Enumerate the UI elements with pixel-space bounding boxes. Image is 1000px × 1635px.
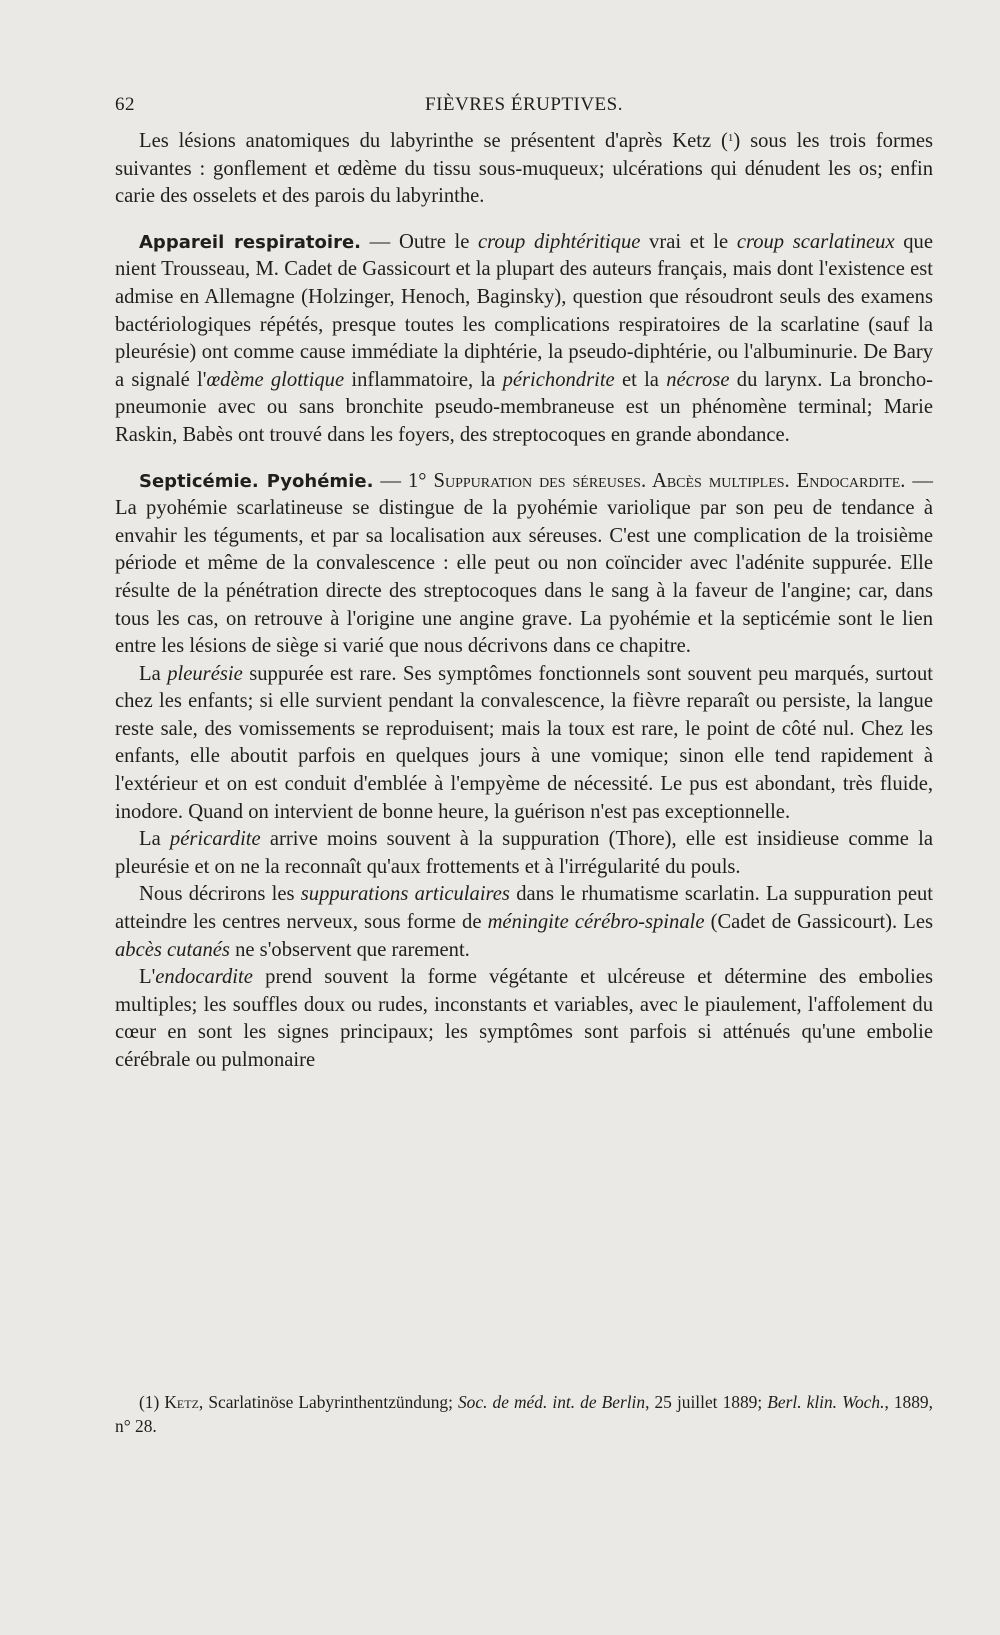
text-run: , 1889, n° 28. [115, 1392, 933, 1436]
text-run: inflammatoire, la [344, 368, 503, 391]
footnote-mark: (1) [139, 1392, 165, 1412]
paragraph-labyrinth [115, 128, 933, 211]
paragraph-pleurisy [115, 661, 933, 827]
italic-term: œdème glottique [206, 368, 345, 391]
paragraph-respiratory [115, 229, 933, 450]
text-run: du larynx. La broncho-pneumonie avec ou sans bronchite pseudo-membraneuse est un phénomène terminal; Marie Raskin, Babès ont trouvé dans les foyers, des streptocoques en grande abondance. [115, 368, 933, 446]
text-run: , 25 juillet 1889; [645, 1392, 768, 1412]
text-run: prend souvent la forme végétante et ulcéreuse et détermine des embolies multiples; les souffles doux ou rudes, inconstants et variables, avec le piaulement, l'affolement du cœur en sont les signes principaux; les symptômes sont parfois si atténués qu'une embolie cérébrale ou pulmonaire [115, 966, 933, 1071]
text-run: que nient Trousseau, M. Cadet de Gassicourt et la plupart des auteurs français, mais dont l'existence est admise en Allemagne (Holzinger, Henoch, Baginsky), question que résoudront seuls des examens bactériologiques répétés, presque toutes les complications respiratoires de la scarlatine (sauf la pleurésie) ont comme cause immédiate la diphtérie, la pseudo-diphtérie, ou l'albuminurie. De Bary a signalé l' [115, 230, 933, 391]
section-heading-septicemia: Septicémie. Pyohémie. [139, 470, 374, 492]
text-run: — 1° [373, 469, 434, 492]
italic-term: endocardite [155, 966, 253, 989]
text-run: suppurée est rare. Ses symptômes fonctionnels sont souvent peu marqués, surtout chez les enfants; si elle survient pendant la convalescence, la fièvre reparaît ou persiste, la langue reste sale, des vomissements se reproduisent; mais la toux est rare, le point de côté nul. Chez les enfants, elle aboutit parfois en quelques jours à une vomique; sinon elle tend rapidement à l'extérieur et on est conduit d'emblée à l'empyème de nécessité. Le pus est abondant, très fluide, inodore. Quand on intervient de bonne heure, la guérison n'est pas exceptionnelle. [115, 662, 933, 823]
italic-term: abcès cutanés [115, 938, 230, 961]
paragraph-suppurations [115, 881, 933, 964]
footnotes [115, 1390, 933, 1438]
page-number: 62 [115, 94, 135, 115]
text-run: La [139, 828, 170, 851]
section-heading-respiratory: Appareil respiratoire. [139, 231, 362, 253]
italic-term: croup diphtéritique [478, 230, 641, 253]
text-run: arrive moins souvent à la suppuration (Thore), elle est insidieuse comme la pleurésie et on ne la reconnaît qu'aux frottements et à l'irrégularité du pouls. [115, 828, 933, 878]
text-run: Nous décrirons les [139, 883, 301, 906]
italic-term: méningite cérébro-spinale [487, 911, 705, 934]
subsection-heading: Suppuration des séreuses. Abcès multiples. Endocardite. [433, 469, 906, 492]
italic-term: suppurations articulaires [300, 883, 510, 906]
italic-term: Berl. klin. Woch. [767, 1392, 885, 1412]
text-run: L' [139, 966, 156, 989]
footnote-author: Ketz [164, 1392, 199, 1412]
footnote-ref: 1 [727, 132, 734, 144]
paragraph-pericarditis [115, 826, 933, 881]
italic-term: pleurésie [167, 662, 243, 685]
italic-term: croup scarlatineux [736, 230, 895, 253]
main-text [115, 128, 933, 1075]
text-run: et la [614, 368, 667, 391]
text-run: ne s'observent que rarement. [229, 938, 470, 961]
text-run: — La pyohémie scarlatineuse se distingue de la pyohémie variolique par son peu de tendance à envahir les téguments, et par sa localisation aux séreuses. C'est une complication de la troisième période et même de la convalescence : elle peut ou non coïncider avec l'adénite suppurée. Elle résulte de la pénétration directe des streptocoques dans le sang à la faveur de l'angine; car, dans tous les cas, on retrouve à l'origine une angine grave. La pyohémie et la septicémie sont le lien entre les lésions de siège si varié que nous décrivons dans ce chapitre. [115, 469, 933, 658]
text-run: dans le rhumatisme scarlatin. La suppuration peut atteindre les centres nerveux, sous forme de [115, 883, 933, 934]
footnote-1 [115, 1390, 933, 1438]
text-run: (Cadet de Gassicourt). Les [704, 911, 934, 934]
text-run: ) sous les trois formes suivantes : gonflement et œdème du tissu sous-muqueux; ulcérations qui dénudent les os; enfin carie des osselets et des parois du labyrinthe. [115, 130, 934, 208]
italic-term: Soc. de méd. int. de Berlin [457, 1392, 646, 1412]
paragraph-septicemia [115, 468, 933, 661]
running-header [115, 94, 933, 122]
text-run: Les lésions anatomiques du labyrinthe se présentent d'après Ketz ( [139, 130, 728, 152]
italic-term: périchondrite [502, 368, 615, 391]
text-run: vrai et le [640, 230, 737, 253]
running-title: FIÈVRES ÉRUPTIVES. [425, 94, 623, 115]
text-run: La [139, 662, 168, 685]
italic-term: nécrose [666, 368, 730, 391]
paragraph-endocarditis [115, 964, 933, 1074]
italic-term: péricardite [169, 828, 261, 851]
text-run: , Scarlatinöse Labyrinthentzündung; [198, 1392, 458, 1412]
text-run: — Outre le [361, 230, 479, 253]
